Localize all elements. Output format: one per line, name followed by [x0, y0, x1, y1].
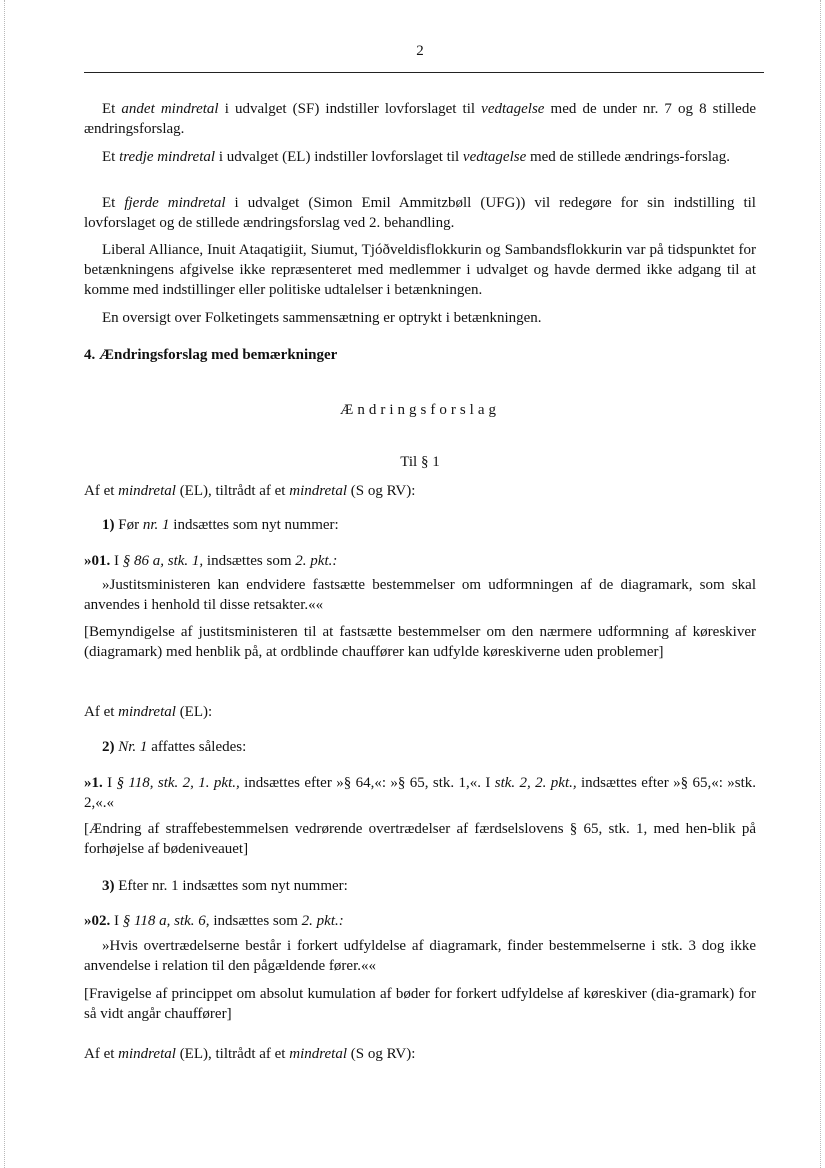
- paragraph-fourth-minority: [84, 193, 756, 233]
- text: indsættes efter »§ 64,«: »§ 65, stk. 1,«. I: [239, 775, 495, 791]
- amendment-2-note: [Ændring af straffebestemmelsen vedrørende overtrædelser af færdselslovens § 65, stk. 1, med hen-blik på forhøjelse af bødeniveauet]: [84, 821, 756, 857]
- text: indsættes som nyt nummer:: [169, 517, 339, 533]
- text: (S og RV):: [347, 1046, 416, 1062]
- header-rule: [84, 72, 764, 73]
- section-heading-text: 4. Ændringsforslag med bemærkninger: [84, 347, 338, 363]
- text: (EL), tiltrådt af et: [175, 483, 290, 499]
- text: med de under nr. 7 og 8 stillede ændringsforslag.: [84, 101, 756, 137]
- emphasis: vedtagelse: [462, 149, 527, 165]
- text: Et: [102, 149, 120, 165]
- page-number: 2: [416, 43, 424, 59]
- amendment-2: [84, 737, 756, 757]
- amendment-1-note: [Bemyndigelse af justitsministeren til at fastsætte bestemmelser om den nærmere udformning af køreskiver (diagramark) med henblik på, at ordblinde chauffører kan udfylde køreskiverne uden problemer]: [84, 624, 756, 660]
- emphasis: § 118 a, stk. 6,: [122, 913, 210, 929]
- emphasis: stk. 2, 2. pkt.,: [494, 775, 577, 791]
- text: Før: [114, 517, 143, 533]
- text: Af et: [84, 1046, 119, 1062]
- text: indsættes som: [209, 913, 302, 929]
- text: affattes således:: [147, 739, 247, 755]
- centered-title: Ændringsforslag: [340, 402, 500, 418]
- text: Af et: [84, 483, 119, 499]
- emphasis: mindretal: [289, 1046, 348, 1062]
- text: i udvalget (SF) indstiller lovforslaget til: [218, 101, 482, 117]
- amendment-3-note: [Fravigelse af princippet om absolut kumulation af bøder for forkert udfyldelse af køreskiver (dia-gramark) for så vidt angår chauffører]: [84, 986, 756, 1022]
- text: Efter nr. 1 indsættes som nyt nummer:: [114, 878, 348, 894]
- emphasis: fjerde mindretal: [124, 195, 226, 211]
- text: I: [102, 775, 117, 791]
- amendment-1: [84, 515, 756, 535]
- emphasis: mindretal: [118, 704, 176, 720]
- proposer-line-1: [84, 481, 756, 501]
- emphasis: andet mindretal: [121, 101, 219, 117]
- text: indsættes efter »§ 65,«: »stk. 2,«.«: [84, 775, 757, 811]
- item-number: »02.: [84, 913, 111, 929]
- text: I: [110, 913, 123, 929]
- amendment-3-heading: [84, 911, 756, 931]
- emphasis: 2. pkt.:: [295, 553, 338, 569]
- paragraph-overview: En oversigt over Folketingets sammensætning er optrykt i betænkningen.: [102, 310, 542, 326]
- right-page-edge: [820, 0, 821, 1168]
- paragraph-reference: Til § 1: [400, 454, 440, 470]
- text: i udvalget (EL) indstiller lovforslaget til: [215, 149, 463, 165]
- text: Et: [102, 195, 125, 211]
- amendment-3: [84, 876, 756, 896]
- amendment-number: 1): [102, 517, 115, 533]
- emphasis: mindretal: [118, 483, 176, 499]
- text: Af et: [84, 704, 119, 720]
- text: med de stillede ændrings-forslag.: [526, 149, 730, 165]
- text: (EL), tiltrådt af et: [175, 1046, 290, 1062]
- amendment-number: 3): [102, 878, 115, 894]
- text: I: [110, 553, 123, 569]
- item-number: »1.: [84, 775, 103, 791]
- emphasis: mindretal: [118, 1046, 176, 1062]
- proposer-line-3: [84, 1044, 756, 1064]
- amendment-3-quote: »Hvis overtrædelserne består i forkert udfyldelse af diagramark, finder bestemmelserne i stk. 3 dog ikke anvendelse i relation til den pågældende fører.««: [84, 938, 756, 974]
- emphasis: § 86 a, stk. 1,: [122, 553, 204, 569]
- emphasis: § 118, stk. 2, 1. pkt.,: [116, 775, 240, 791]
- amendment-1-quote: »Justitsministeren kan endvidere fastsætte bestemmelser om udformningen af de diagramark, som skal anvendes i henhold til disse retsakter.««: [84, 577, 756, 613]
- amendment-2-heading: [84, 773, 756, 813]
- emphasis: Nr. 1: [118, 739, 148, 755]
- text: Et: [102, 101, 122, 117]
- proposer-line-2: [84, 702, 756, 722]
- text: (EL):: [175, 704, 213, 720]
- left-page-edge: [4, 0, 5, 1168]
- paragraph-second-minority: [84, 99, 756, 139]
- amendment-1-heading: [84, 551, 756, 571]
- text: (S og RV):: [347, 483, 416, 499]
- emphasis: nr. 1: [142, 517, 170, 533]
- emphasis: mindretal: [289, 483, 348, 499]
- paragraph-unrepresented-parties: Liberal Alliance, Inuit Ataqatigiit, Siumut, Tjóðveldisflokkurin og Sambandsflokkurin var på tidspunktet for betænkningens afgivelse ikke repræsenteret med medlemmer i udvalget og havde dermed ikke adgang til at komme med indstillinger eller politiske udtalelser i betænkningen.: [84, 242, 756, 298]
- paragraph-third-minority: [84, 147, 756, 167]
- emphasis: 2. pkt.:: [301, 913, 344, 929]
- text: indsættes som: [203, 553, 296, 569]
- emphasis: vedtagelse: [481, 101, 545, 117]
- amendment-number: 2): [102, 739, 115, 755]
- item-number: »01.: [84, 553, 111, 569]
- text: i udvalget (Simon Emil Ammitzbøll (UFG)) vil redegøre for sin indstilling til lovforslaget og de stillede ændringsforslag ved 2. behandling.: [84, 195, 756, 231]
- emphasis: tredje mindretal: [119, 149, 216, 165]
- section-heading: [84, 345, 756, 365]
